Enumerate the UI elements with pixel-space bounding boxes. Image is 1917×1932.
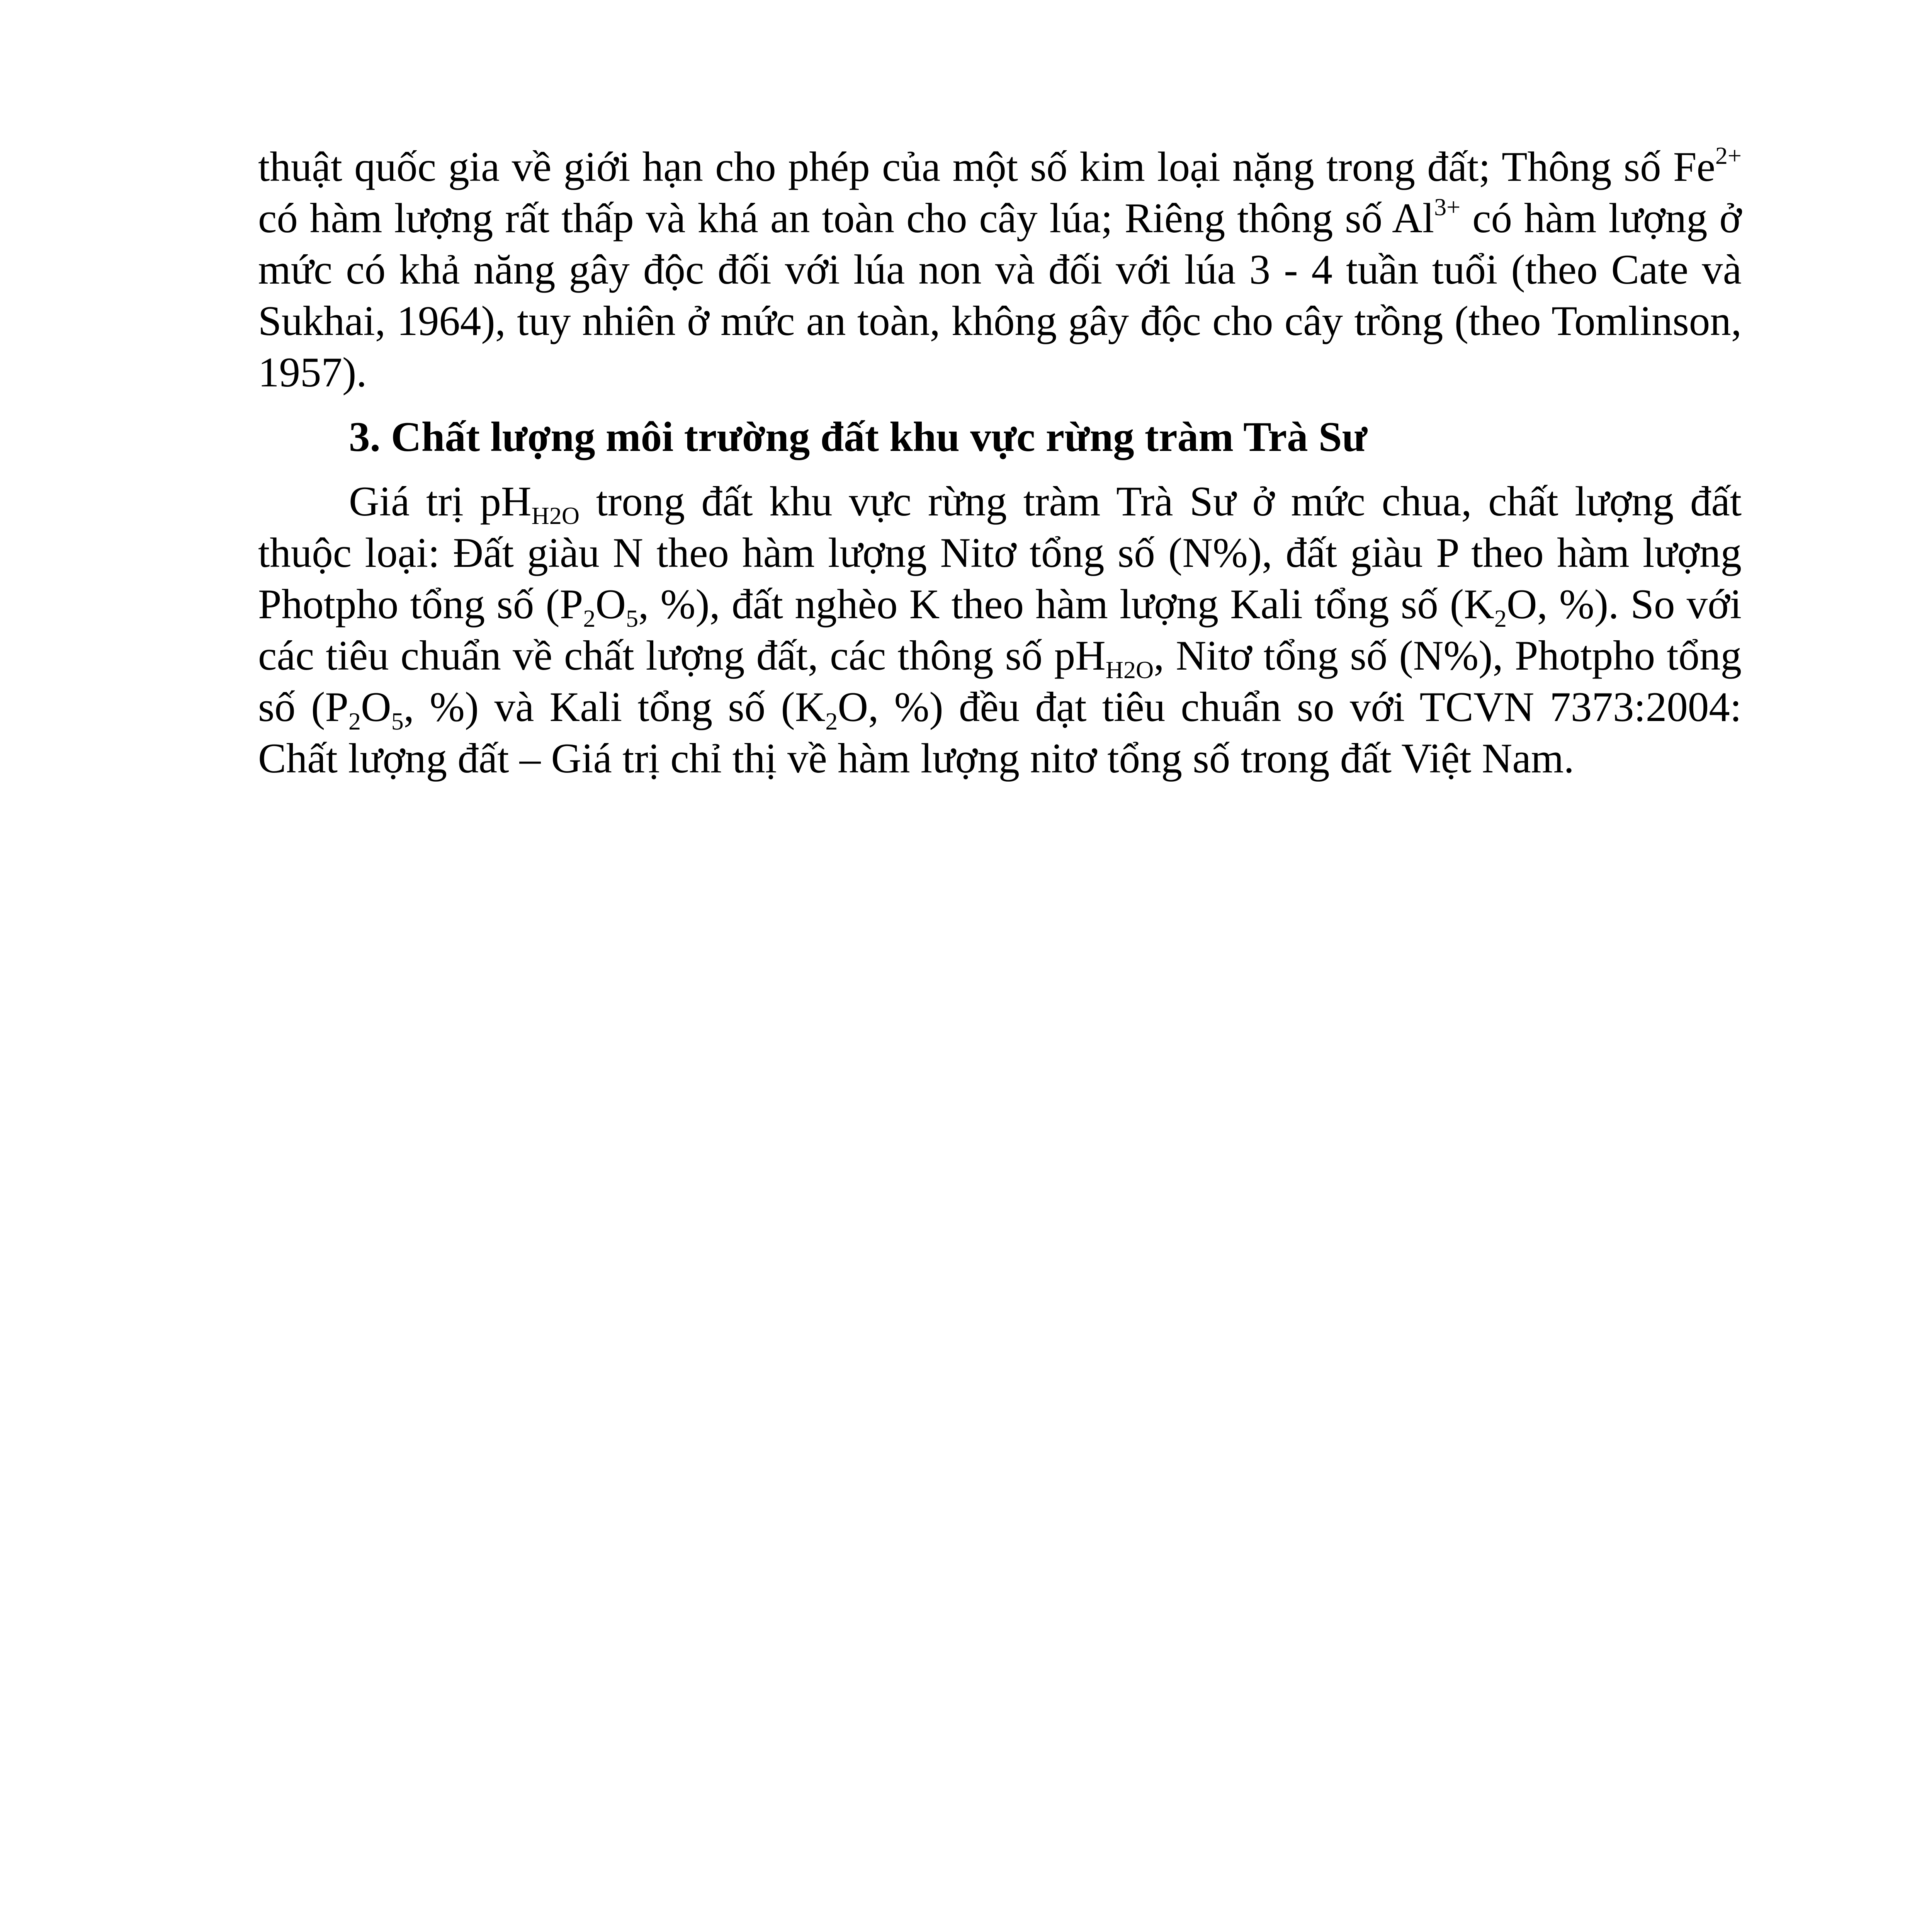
- superscript: 3+: [1434, 193, 1461, 221]
- text-run: , %) và Kali tổng số (K: [403, 684, 826, 730]
- document-body: [258, 141, 1742, 784]
- subscript: 5: [391, 707, 404, 735]
- text-run: O, %) đều đạt tiêu chuẩn so với TCVN 7373:2004: Chất lượng đất – Giá trị chỉ thị về hàm lượng nitơ tổng số trong đất Việt Nam.: [258, 684, 1742, 782]
- subscript: H2O: [1105, 656, 1154, 684]
- text-run: , Nitơ tổng số (N%), Photpho tổng số (P: [258, 632, 1742, 730]
- text-run: trong đất khu vực rừng tràm Trà Sư ở mức chua, chất lượng đất thuộc loại: Đất giàu N theo hàm lượng Nitơ tổng số (N%), đất giàu P theo hàm lượng Photpho tổng số (P: [258, 478, 1742, 628]
- section-heading: 3. Chất lượng môi trường đất khu vực rừng tràm Trà Sư: [349, 413, 1367, 460]
- subscript: 2: [583, 605, 596, 632]
- text-run: có hàm lượng ở mức có khả năng gây độc đối với lúa non và đối với lúa 3 - 4 tuần tuổi (theo Cate và Sukhai, 1964), tuy nhiên ở mức an toàn, không gây độc cho cây trồng (theo Tomlinson, 1957).: [258, 195, 1742, 396]
- paragraph-soil-quality: [258, 476, 1742, 784]
- subscript: 5: [626, 605, 639, 632]
- text-run: O, %). So với các tiêu chuẩn về chất lượng đất, các thông số pH: [258, 581, 1742, 679]
- paragraph-soil-metals: [258, 141, 1742, 398]
- text-run: thuật quốc gia về giới hạn cho phép của một số kim loại nặng trong đất; Thông số Fe: [258, 143, 1715, 190]
- subscript: 2: [348, 707, 361, 735]
- text-run: O: [361, 684, 391, 730]
- subscript: H2O: [531, 502, 580, 529]
- superscript: 2+: [1715, 142, 1742, 169]
- text-run: O: [595, 581, 626, 628]
- text-run: có hàm lượng rất thấp và khá an toàn cho cây lúa; Riêng thông số Al: [258, 195, 1434, 242]
- subscript: 2: [825, 707, 838, 735]
- subscript: 2: [1494, 605, 1507, 632]
- text-run: Giá trị pH: [349, 478, 532, 525]
- text-run: , %), đất nghèo K theo hàm lượng Kali tổng số (K: [638, 581, 1494, 628]
